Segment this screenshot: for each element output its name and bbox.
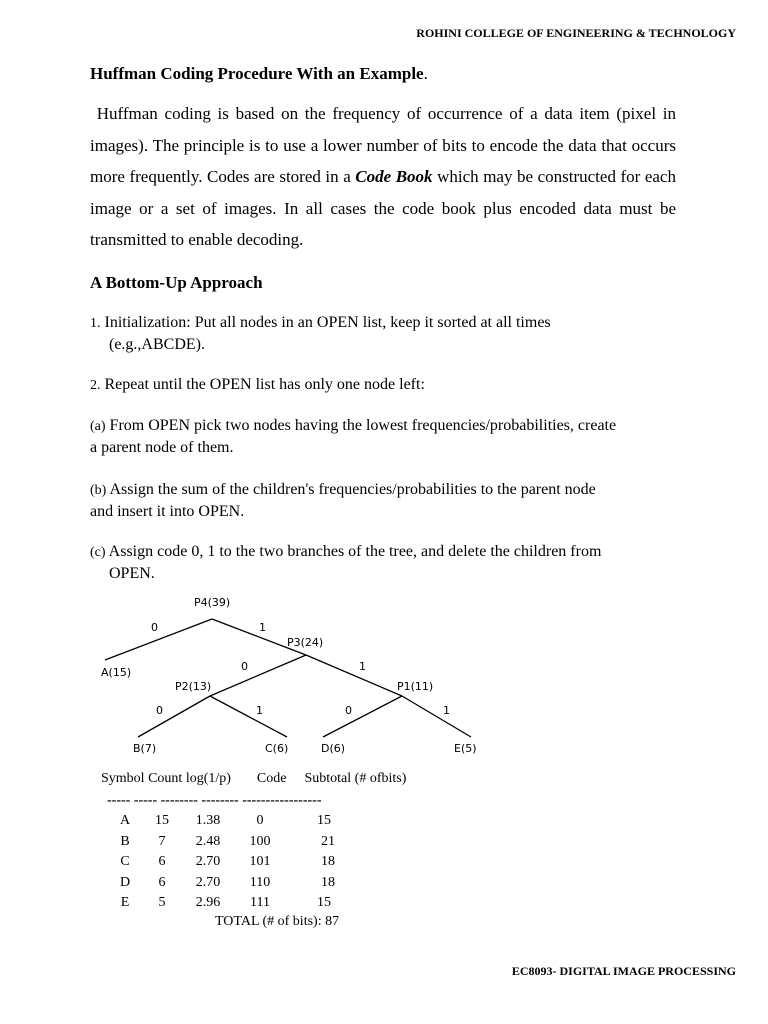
edge-p2-b: [138, 696, 210, 737]
leaf-e: E(5): [454, 742, 477, 755]
step-text: Assign code 0, 1 to the two branches of the tree, and delete the children from: [108, 543, 602, 560]
edge-label-p4-p3: 1: [259, 621, 266, 634]
edge-label-p2-c: 1: [256, 704, 263, 717]
college-header: ROHINI COLLEGE OF ENGINEERING & TECHNOLOGY: [416, 26, 736, 40]
node-p3: P3(24): [287, 636, 324, 649]
edge-p3-p1: [306, 655, 402, 696]
cell-log: 2.96: [195, 895, 221, 910]
leaf-b: B(7): [133, 742, 157, 755]
node-p4: P4(39): [194, 596, 231, 609]
step-text-cont: a parent node of them.: [90, 439, 234, 456]
title-punct: .: [423, 64, 428, 83]
step-text: Assign the sum of the children's frequencies/probabilities to the parent node: [109, 481, 596, 498]
edge-label-p3-p1: 1: [359, 660, 366, 673]
step-number: 2.: [90, 378, 101, 393]
table-total: TOTAL (# of bits): 87: [215, 914, 340, 929]
cell-code: 100: [249, 834, 271, 849]
edge-p1-d: [323, 696, 402, 737]
step-number: (c): [90, 545, 106, 560]
cell-subtotal: 15: [317, 813, 331, 828]
cell-code: 111: [250, 895, 270, 910]
cell-subtotal: 15: [317, 895, 331, 910]
cell-count: 15: [155, 813, 169, 828]
step-text-cont: and insert it into OPEN.: [90, 503, 245, 520]
cell-code: 0: [256, 813, 264, 828]
divider-log: --------: [160, 793, 198, 808]
edge-label-p1-d: 0: [345, 704, 352, 717]
table-header: [101, 771, 406, 787]
cell-subtotal: 18: [321, 875, 335, 890]
cell-code: 101: [249, 854, 271, 869]
header-count: Count: [148, 771, 183, 786]
edge-p1-e: [402, 696, 471, 737]
cell-symbol: E: [120, 895, 130, 910]
cell-log: 2.48: [195, 834, 221, 849]
title-text: Huffman Coding Procedure With an Example: [90, 64, 424, 83]
cell-symbol: B: [120, 834, 130, 849]
cell-log: 2.70: [195, 875, 221, 890]
step-text: Repeat until the OPEN list has only one node left:: [104, 376, 425, 393]
code-book-keyword: Code Book: [355, 167, 433, 186]
cell-log: 2.70: [195, 854, 221, 869]
section-heading: A Bottom-Up Approach: [90, 273, 263, 292]
edge-p4-a: [105, 619, 212, 660]
cell-count: 6: [158, 875, 166, 890]
divider-subtotal: -----------------: [242, 793, 322, 808]
cell-subtotal: 18: [321, 854, 335, 869]
node-p1: P1(11): [397, 680, 434, 693]
cell-log: 1.38: [195, 813, 221, 828]
edge-label-p1-e: 1: [443, 704, 450, 717]
cell-code: 110: [249, 875, 271, 890]
edge-p3-p2: [210, 655, 306, 696]
cell-symbol: D: [119, 875, 131, 890]
header-symbol: Symbol: [101, 771, 145, 786]
cell-count: 7: [158, 834, 166, 849]
cell-symbol: A: [119, 813, 131, 828]
step-number: (b): [90, 483, 107, 498]
table-divider: [107, 793, 321, 809]
header-subtotal: Subtotal (# ofbits): [304, 771, 407, 786]
step-text: Initialization: Put all nodes in an OPEN list, keep it sorted at all times: [104, 314, 551, 331]
step-number: (a): [90, 419, 106, 434]
leaf-a: A(15): [101, 666, 132, 679]
step-number: 1.: [90, 316, 101, 331]
divider-code: --------: [201, 793, 239, 808]
divider-count: -----: [133, 793, 158, 808]
divider-symbol: -----: [107, 793, 131, 808]
edge-label-p4-a: 0: [151, 621, 158, 634]
step-text-cont: OPEN.: [109, 565, 155, 582]
cell-symbol: C: [120, 854, 130, 869]
leaf-d: D(6): [321, 742, 346, 755]
edge-label-p3-p2: 0: [241, 660, 248, 673]
edge-p2-c: [210, 696, 287, 737]
intro-text-2: which may be constructed for each image or a set of images. In all cases the code book plus encoded data must be transmitted to enable decoding.: [90, 167, 676, 249]
step-text-cont: (e.g.,ABCDE).: [109, 336, 205, 353]
leaf-c: C(6): [265, 742, 289, 755]
cell-subtotal: 21: [321, 834, 335, 849]
intro-text-1: Huffman coding is based on the frequency of occurrence of a data item (pixel in images). The principle is to use a lower number of bits to encode the data that occurs more frequently. Codes are stored in a: [90, 104, 676, 186]
node-p2: P2(13): [175, 680, 212, 693]
edge-label-p2-b: 0: [156, 704, 163, 717]
step-text: From OPEN pick two nodes having the lowest frequencies/probabilities, create: [109, 417, 617, 434]
header-code: Code: [256, 771, 287, 786]
cell-count: 5: [158, 895, 166, 910]
cell-count: 6: [158, 854, 166, 869]
course-footer: EC8093- DIGITAL IMAGE PROCESSING: [511, 964, 736, 978]
header-log: log(1/p): [185, 771, 231, 786]
